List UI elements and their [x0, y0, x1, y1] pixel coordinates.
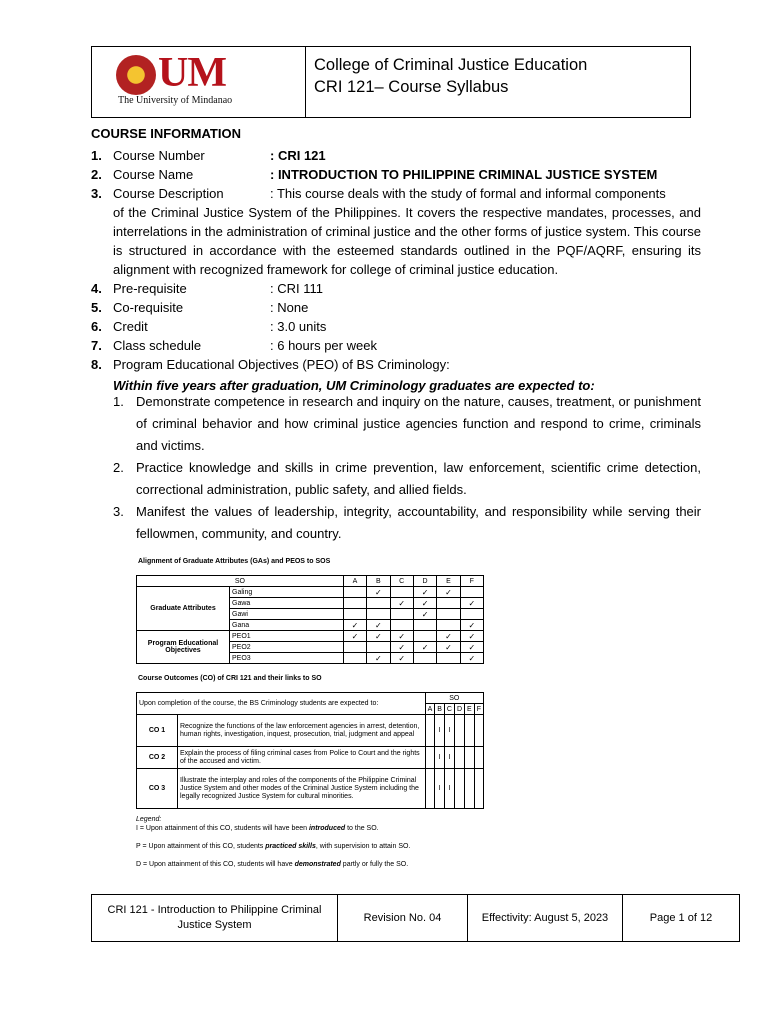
row-label: PEO1	[230, 631, 344, 642]
row-label: PEO2	[230, 642, 344, 653]
peo-item: 2. Practice knowledge and skills in crime prevention, law enforcement, scientific crime detection, correctional administration, public safety, and allied fields.	[113, 460, 701, 497]
footer-course: CRI 121 - Introduction to Philippine Criminal Justice System	[92, 895, 338, 941]
col-header: E	[437, 576, 460, 587]
col-header: F	[460, 576, 483, 587]
page-footer	[91, 894, 740, 942]
course-description: of the Criminal Justice System of the Philippines. It covers the respective mandates, processes, and interrelations in the administration of criminal justice and the other forms of justice system. This course is structured in accordance with the esteemed standards outlined in the PQF/AQRF, ensuring its alignment with recognized framework for college of criminal justice education.	[113, 205, 701, 277]
peo-lead: Within five years after graduation, UM Criminology graduates are expected to:	[113, 378, 595, 393]
so-header: SO	[425, 693, 483, 704]
university-logo	[116, 50, 286, 111]
peo-item: 3. Manifest the values of leadership, integrity, accountability, and responsibility while serving their fellowmen, community, and country.	[113, 504, 701, 541]
course-info-heading: COURSE INFORMATION	[91, 126, 241, 141]
legend-item: P = Upon attainment of this CO, students practiced skills, with supervision to attain SO.	[136, 843, 411, 850]
so-header: SO	[137, 576, 344, 587]
header-title	[314, 54, 587, 98]
footer-page-number: Page 1 of 12	[649, 911, 713, 924]
group-label: Program Educational Objectives	[137, 631, 230, 664]
legend-item: I = Upon attainment of this CO, students will have been introduced to the SO.	[136, 825, 379, 832]
college-name: College of Criminal Justice Education	[314, 56, 588, 74]
co-text: Recognize the functions of the law enforcement agencies in arrest, detention, human rights, investigation, inquest, prosecution, trial, judgment and appeal	[178, 715, 426, 747]
row-label: Galing	[230, 587, 344, 598]
row-label: Gana	[230, 620, 344, 631]
alignment-table: SO A B C D E F Graduate Attributes Galing ✓ ✓ ✓ Gawa ✓ ✓ ✓ Gawi ✓ Gana ✓ ✓ ✓ Program Educational Objectives PEO1 ✓ ✓ ✓ ✓ ✓ PEO2 ✓ ✓ ✓ ✓ PEO3 ✓ ✓ ✓	[136, 575, 484, 664]
syllabus-header	[91, 46, 691, 118]
col-header: D	[413, 576, 436, 587]
footer-revision: Revision No. 04	[338, 895, 468, 941]
legend-title: Legend:	[136, 816, 162, 823]
col-header: B	[367, 576, 390, 587]
header-divider	[305, 47, 306, 117]
co-code: CO 3	[137, 769, 178, 809]
co-intro: Upon completion of the course, the BS Criminology students are expected to:	[137, 693, 426, 715]
university-seal-icon	[116, 55, 156, 95]
legend-item: D = Upon attainment of this CO, students will have demonstrated partly or fully the SO.	[136, 861, 409, 868]
co-code: CO 2	[137, 747, 178, 769]
co-text: Illustrate the interplay and roles of the components of the Philippine Criminal Justice System and other modes of the Criminal Justice System including the legally recognized Justice System for cultural minorities.	[178, 769, 426, 809]
col-header: A	[343, 576, 366, 587]
syllabus-title: CRI 121– Course Syllabus	[314, 78, 509, 96]
row-label: Gawi	[230, 609, 344, 620]
col-header: C	[390, 576, 413, 587]
co-caption: Course Outcomes (CO) of CRI 121 and their links to SO	[138, 675, 322, 682]
row-label: PEO3	[230, 653, 344, 664]
row-label: Gawa	[230, 598, 344, 609]
course-outcomes-table: Upon completion of the course, the BS Criminology students are expected to: SO A B C D E F CO 1 Recognize the functions of the law enforcement agencies in arrest, detention, human rights, investigation, inquest, prosecution, trial, judgment and appeal I I CO 2 Explain the process of filing criminal cases from Police to Court and the rights of the accused and victim. I I CO 3 Illustrate the interplay and roles of the components of the Philippine Criminal Justice System and other modes of the Criminal Justice System including the legally recognized Justice System for cultural minorities. I I	[136, 692, 484, 809]
logo-subtitle: The University of Mindanao	[118, 95, 233, 106]
logo-wordmark: UM	[158, 50, 226, 96]
alignment-caption: Alignment of Graduate Attributes (GAs) and PEOS to SOS	[138, 558, 331, 565]
peo-item: 1. Demonstrate competence in research and inquiry on the nature, causes, treatment, or punishment of criminal behavior and how criminal justice agencies function and respond to crime, criminals and victims.	[113, 394, 701, 453]
footer-effectivity: Effectivity: August 5, 2023	[468, 895, 623, 941]
group-label: Graduate Attributes	[137, 587, 230, 631]
co-code: CO 1	[137, 715, 178, 747]
co-text: Explain the process of filing criminal cases from Police to Court and the rights of the accused and victim.	[178, 747, 426, 769]
